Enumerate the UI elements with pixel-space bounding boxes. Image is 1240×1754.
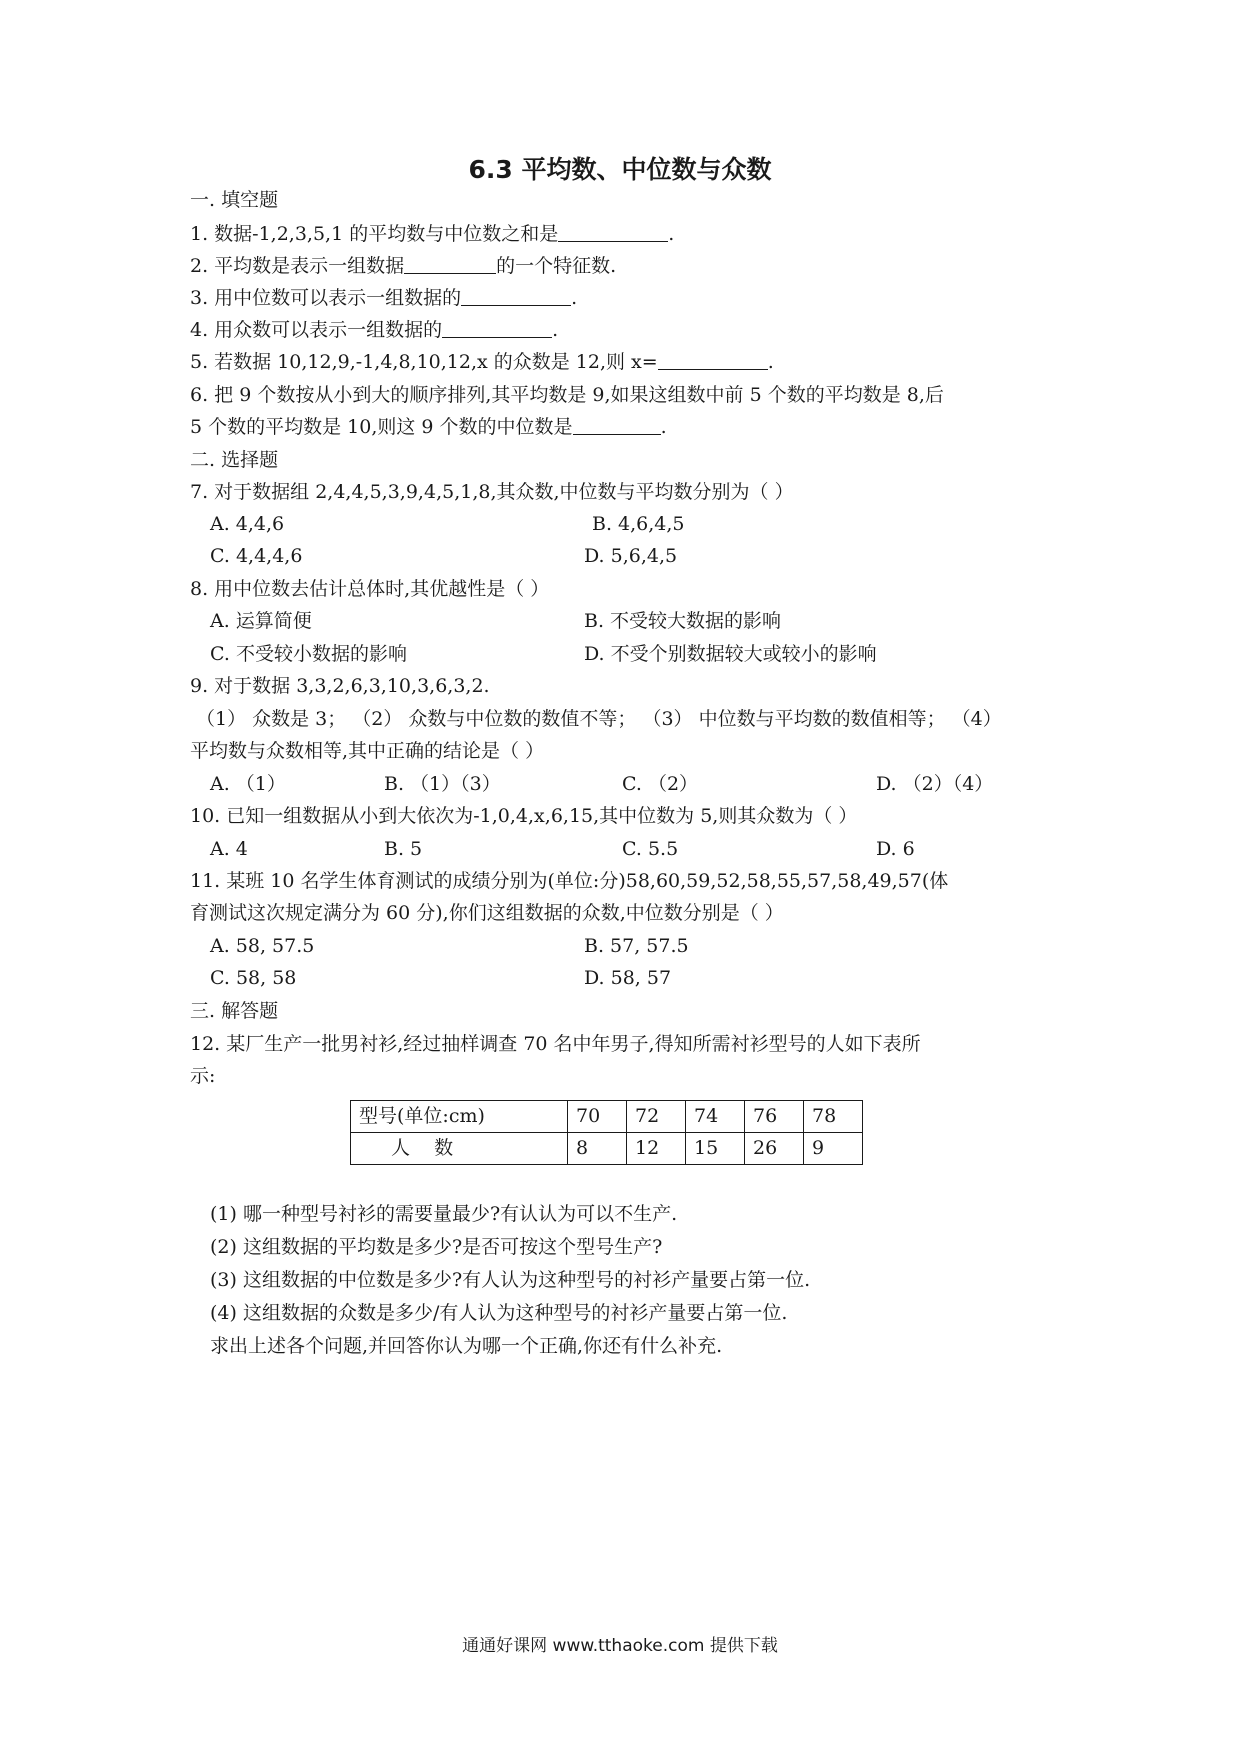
- question-10-option-d: D. 6: [876, 838, 915, 860]
- shirt-size-table: [350, 1100, 863, 1165]
- question-10-option-a: A. 4: [210, 838, 248, 860]
- table-row-label: 人 数: [351, 1133, 568, 1165]
- question-9-stem: 9. 对于数据 3,3,2,6,3,10,3,6,3,2.: [190, 675, 490, 697]
- answer-blank: [442, 317, 552, 338]
- table-cell: 70: [568, 1101, 627, 1133]
- answer-blank: [573, 414, 661, 435]
- question-12-sub-1: (1) 哪一种型号衬衫的需要量最少?有认认为可以不生产.: [210, 1203, 678, 1225]
- question-4: [190, 316, 558, 344]
- table-cell: 78: [804, 1101, 863, 1133]
- question-8-stem: 8. 用中位数去估计总体时,其优越性是（ ）: [190, 578, 550, 600]
- question-11-option-d: D. 58, 57: [584, 967, 672, 989]
- table-row: [351, 1133, 863, 1165]
- question-9-prompt: 平均数与众数相等,其中正确的结论是（ ）: [190, 740, 545, 762]
- table-cell: 9: [804, 1133, 863, 1165]
- question-11-option-a: A. 58, 57.5: [210, 935, 315, 957]
- answer-blank: [461, 285, 571, 306]
- question-10-option-b: B. 5: [384, 838, 423, 860]
- footer-credit: 通通好课网 www.tthaoke.com 提供下载: [462, 1636, 778, 1656]
- question-11-option-b: B. 57, 57.5: [584, 935, 689, 957]
- question-11-line-2: 育测试这次规定满分为 60 分),你们这组数据的众数,中位数分别是（ ）: [190, 902, 784, 924]
- question-8-option-b: B. 不受较大数据的影响: [584, 610, 782, 632]
- question-10-option-c: C. 5.5: [622, 838, 679, 860]
- question-9-option-d: D. （2）（4）: [876, 773, 994, 795]
- answer-blank: [558, 221, 668, 242]
- answer-blank: [404, 253, 496, 274]
- question-4-end: .: [552, 319, 559, 341]
- question-1-end: .: [668, 223, 675, 245]
- question-6-line-2: [190, 413, 667, 441]
- question-7-option-a: A. 4,4,6: [210, 513, 285, 535]
- question-8-option-d: D. 不受个别数据较大或较小的影响: [584, 643, 877, 665]
- question-9-option-a: A. （1）: [210, 773, 286, 795]
- question-9-option-c: C. （2）: [622, 773, 699, 795]
- question-5-end: .: [767, 351, 774, 373]
- question-12-sub-2: (2) 这组数据的平均数是多少?是否可按这个型号生产?: [210, 1236, 663, 1258]
- question-10-stem: 10. 已知一组数据从小到大依次为-1,0,4,x,6,15,其中位数为 5,则其众数为（ ）: [190, 805, 858, 827]
- question-9-option-b: B. （1）（3）: [384, 773, 501, 795]
- question-12-closing: 求出上述各个问题,并回答你认为哪一个正确,你还有什么补充.: [210, 1335, 723, 1357]
- question-2: [190, 252, 616, 280]
- question-4-text: 4. 用众数可以表示一组数据的: [190, 319, 443, 341]
- question-1: [190, 220, 674, 248]
- question-7-stem: 7. 对于数据组 2,4,4,5,3,9,4,5,1,8,其众数,中位数与平均数分别为（ ）: [190, 481, 794, 503]
- answer-blank: [658, 349, 768, 370]
- section-fill-in-heading: 一. 填空题: [190, 189, 279, 211]
- table-header-label: 型号(单位:cm): [351, 1101, 568, 1133]
- question-2-text: 2. 平均数是表示一组数据: [190, 255, 405, 277]
- section-answer-heading: 三. 解答题: [190, 1000, 279, 1022]
- question-12-sub-3: (3) 这组数据的中位数是多少?有人认为这种型号的衬衫产量要占第一位.: [210, 1269, 811, 1291]
- question-12-line-2: 示:: [190, 1065, 216, 1087]
- question-6-end: .: [660, 416, 667, 438]
- question-3: [190, 284, 577, 312]
- question-5: [190, 348, 774, 376]
- question-12-sub-4: (4) 这组数据的众数是多少/有人认为这种型号的衬衫产量要占第一位.: [210, 1302, 788, 1324]
- question-5-text: 5. 若数据 10,12,9,-1,4,8,10,12,x 的众数是 12,则 x=: [190, 351, 658, 373]
- question-8-option-c: C. 不受较小数据的影响: [210, 643, 407, 665]
- question-9-statements: （1） 众数是 3； （2） 众数与中位数的数值不等； （3） 中位数与平均数的数值相等； （4）: [196, 708, 1002, 730]
- table-cell: 74: [686, 1101, 745, 1133]
- section-choice-heading: 二. 选择题: [190, 449, 279, 471]
- table-cell: 26: [745, 1133, 804, 1165]
- table-cell: 72: [627, 1101, 686, 1133]
- question-11-option-c: C. 58, 58: [210, 967, 297, 989]
- question-8-option-a: A. 运算简便: [210, 610, 312, 632]
- table-cell: 76: [745, 1101, 804, 1133]
- question-7-option-c: C. 4,4,4,6: [210, 545, 303, 567]
- question-2-end: 的一个特征数.: [496, 255, 617, 277]
- question-6-line-1: 6. 把 9 个数按从小到大的顺序排列,其平均数是 9,如果这组数中前 5 个数的平均数是 8,后: [190, 384, 944, 406]
- question-3-text: 3. 用中位数可以表示一组数据的: [190, 287, 462, 309]
- table-row: [351, 1101, 863, 1133]
- question-11-line-1: 11. 某班 10 名学生体育测试的成绩分别为(单位:分)58,60,59,52,58,55,57,58,49,57(体: [190, 870, 949, 892]
- table-cell: 15: [686, 1133, 745, 1165]
- question-12-line-1: 12. 某厂生产一批男衬衫,经过抽样调查 70 名中年男子,得知所需衬衫型号的人如下表所: [190, 1033, 921, 1055]
- table-cell: 8: [568, 1133, 627, 1165]
- question-3-end: .: [571, 287, 578, 309]
- question-6-text: 5 个数的平均数是 10,则这 9 个数的中位数是: [190, 416, 573, 438]
- question-7-option-d: D. 5,6,4,5: [584, 545, 678, 567]
- question-7-option-b: B. 4,6,4,5: [592, 513, 685, 535]
- table-cell: 12: [627, 1133, 686, 1165]
- page-title: 6.3 平均数、中位数与众数: [468, 155, 772, 184]
- question-1-text: 1. 数据-1,2,3,5,1 的平均数与中位数之和是: [190, 223, 559, 245]
